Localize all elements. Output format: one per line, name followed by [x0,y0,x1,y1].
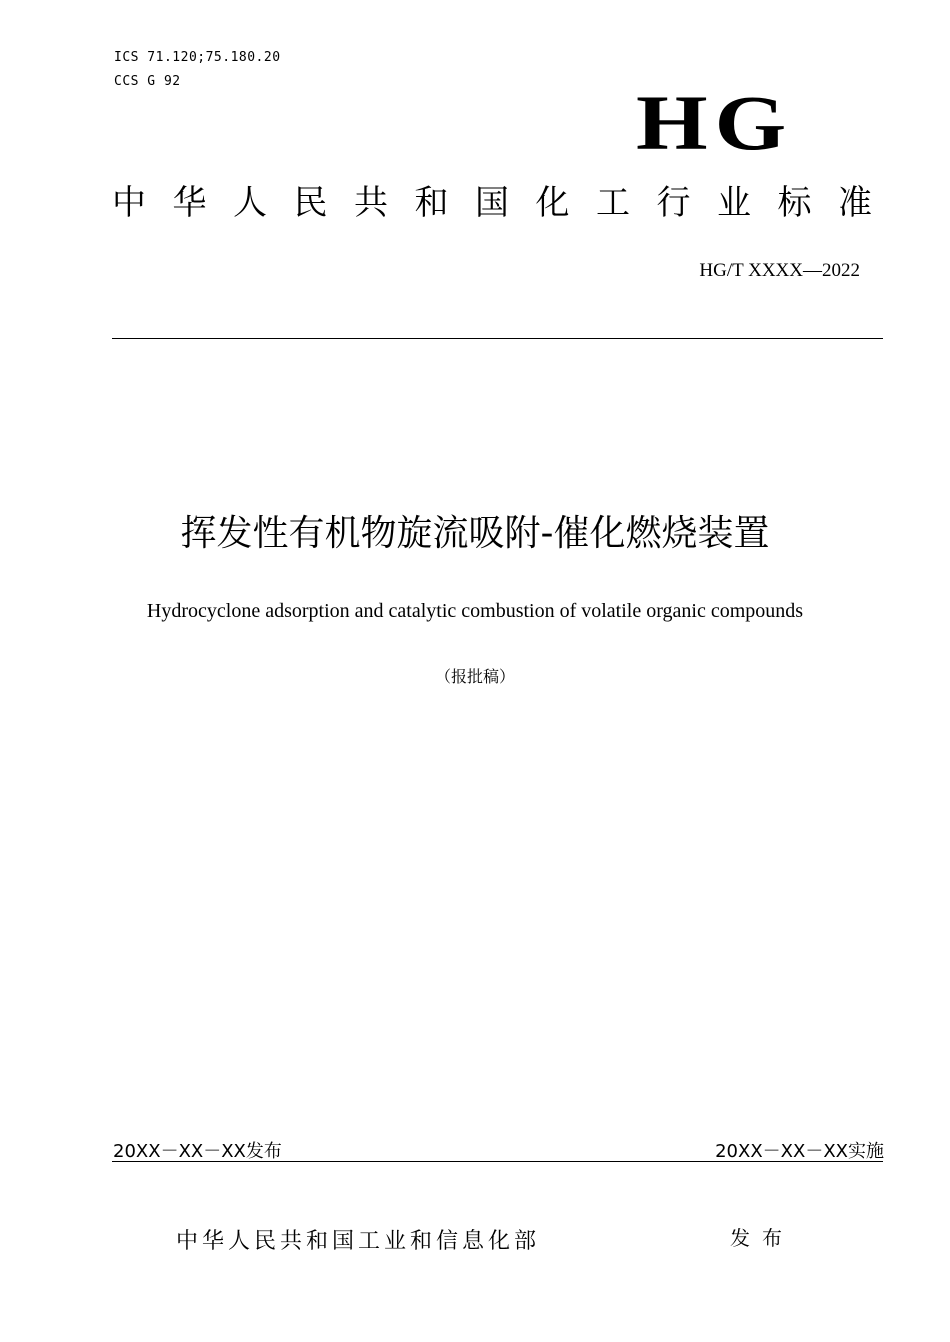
title-char: 准 [838,183,872,223]
title-char: 化 [535,183,570,223]
title-char: 和 [414,183,449,223]
title-char: 工 [596,183,630,223]
hg-logo: HG [636,79,794,166]
publish-label: 发布 [730,1226,794,1250]
standard-number: HG/T XXXX—2022 [699,260,860,281]
title-char: 标 [777,183,812,223]
publisher-name: 中华人民共和国工业和信息化部 [176,1229,541,1254]
title-char: 行 [656,183,691,223]
ccs-code: CCS G 92 [114,74,181,89]
draft-status-label: （报批稿） [434,667,515,686]
title-char: 共 [354,183,388,223]
ics-code: ICS 71.120;75.180.20 [114,50,281,65]
implementation-date: 20XX－XX－XX实施 [715,1141,884,1162]
title-char: 中 [112,183,146,223]
title-char: 国 [475,183,509,223]
title-char: 业 [717,183,751,223]
document-title-chinese: 挥发性有机物旋流吸附-催化燃烧装置 [180,513,770,554]
title-char: 人 [233,183,267,223]
title-char: 华 [172,183,207,223]
standard-category-title [112,183,872,223]
footer-divider [112,1161,883,1162]
title-char: 民 [293,183,328,223]
document-title-english: Hydrocyclone adsorption and catalytic combustion of volatile organic compounds [146,600,804,622]
issue-date: 20XX－XX－XX发布 [113,1141,282,1162]
header-divider [112,338,883,339]
